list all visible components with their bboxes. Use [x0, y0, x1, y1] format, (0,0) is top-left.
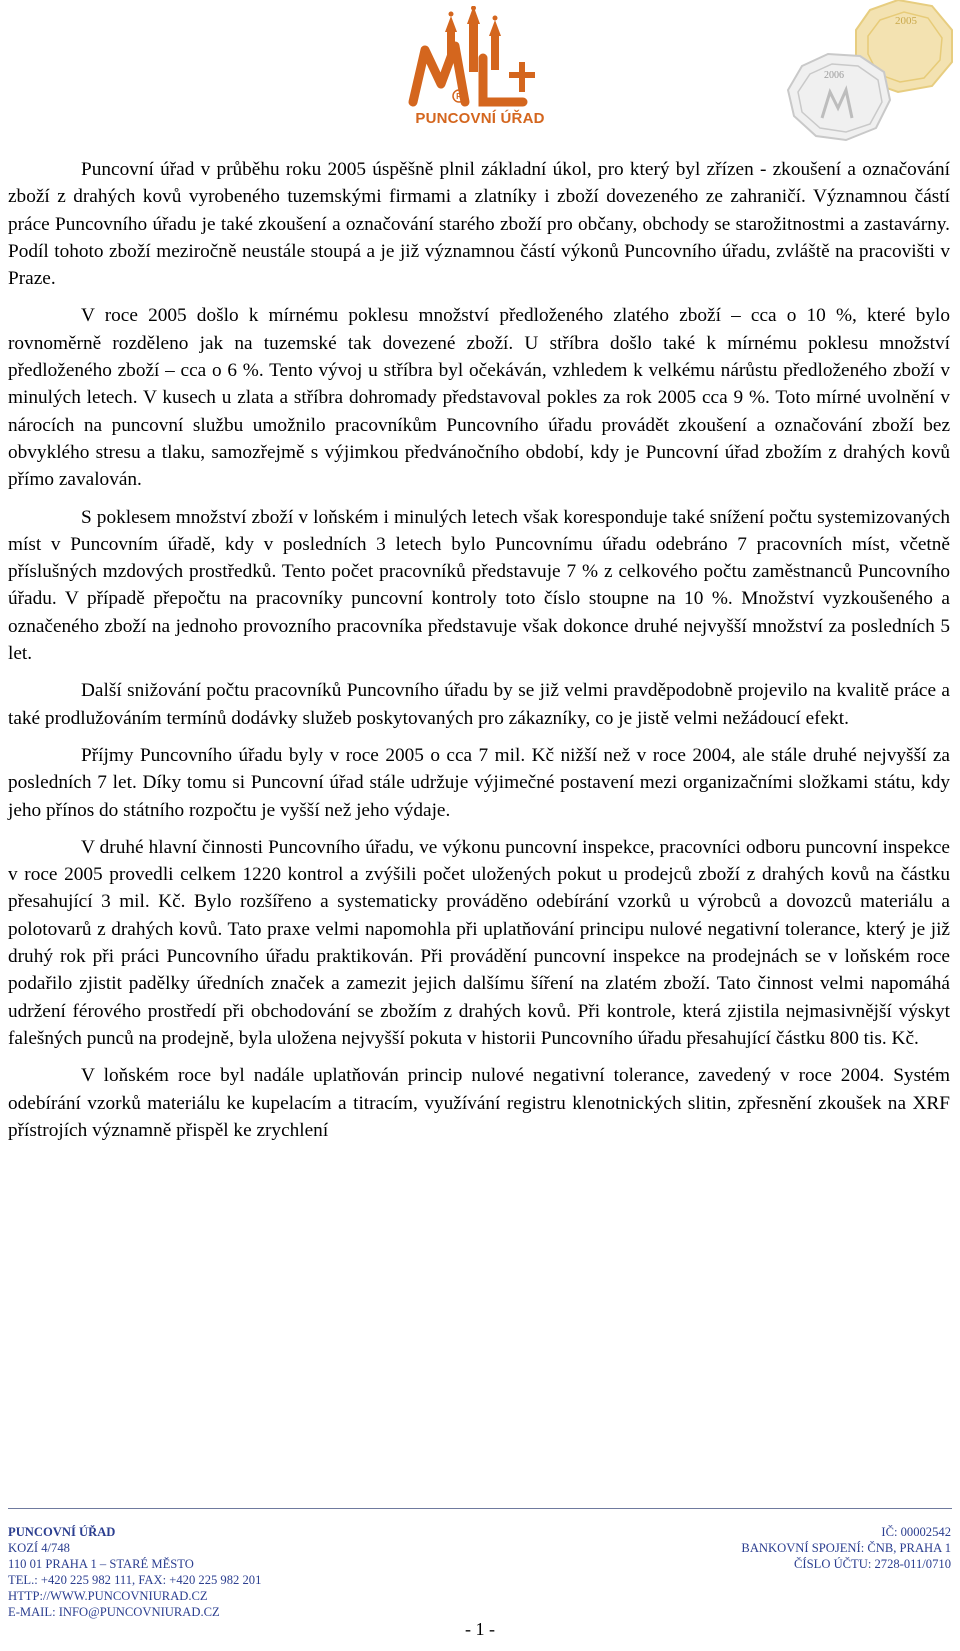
paragraph: S poklesem množství zboží v loňském i minulých letech však koresponduje také snížení počtu systemizovaných míst v Puncovním úřadě, kdy v posledních 3 letech bylo Puncovnímu úřadu odebráno 7 pracovních míst, včetně příslušných mzdových prostředků. Tento počet pracovníků představuje 7 % z celkového počtu zaměstnanců Puncovního úřadu. V případě přepočtu na pracovníky puncovní kontroly toto číslo stoupne na 10 %. Množství vyzkoušeného a označeného zboží na jednoho provozního pracovníka představuje však dokonce druhé nejvyšší množství za posledních 5 let.: [8, 506, 950, 665]
svg-text:R: R: [456, 92, 462, 101]
footer-bank: BANKOVNÍ SPOJENÍ: ČNB, PRAHA 1: [741, 1541, 951, 1555]
footer-street: KOZÍ 4/748: [8, 1541, 70, 1555]
puncovni-urad-logo: [395, 6, 565, 134]
footer-divider: [8, 1508, 952, 1509]
coin-small-year: 2006: [824, 70, 844, 81]
document-body: [8, 156, 950, 1154]
coin-large-year: 2005: [895, 15, 917, 27]
footer-org-name: PUNCOVNÍ ÚŘAD: [8, 1525, 116, 1539]
footer-ico: IČ: 00002542: [881, 1525, 951, 1539]
hallmark-coins-image: [782, 0, 960, 150]
paragraph: Puncovní úřad v průběhu roku 2005 úspěšně plnil základní úkol, pro který byl zřízen - zkoušení a označování zboží z drahých kovů vyrobeného tuzemskými firmami a zlatníky i zboží dovezeného ze zahraničí. Významnou částí práce Puncovního úřadu je také zkoušení a označování starého zboží pro občany, obchody se starožitnostmi a zastavárny. Podíl tohoto zboží meziročně neustále stoupá a je již významnou částí výkonů Puncovního úřadu, zvláště na pracovišti v Praze.: [8, 159, 950, 290]
footer-bank-info: [741, 1524, 951, 1572]
page-number: - 1 -: [465, 1619, 495, 1639]
footer-phone: TEL.: +420 225 982 111, FAX: +420 225 982 201: [8, 1573, 262, 1587]
paragraph: V loňském roce byl nadále uplatňován princip nulové negativní tolerance, zavedený v roce 2004. Systém odebírání vzorků materiálu ke kupelacím a titracím, využívání registru klenotnických slitin, zpřesnění zkoušek na XRF přístrojích významně přispěl ke zrychlení: [8, 1065, 950, 1141]
paragraph: V roce 2005 došlo k mírnému poklesu množství předloženého zlatého zboží – cca o 10 %, které bylo rovnoměrně rozděleno jak na tuzemské tak dovezené zboží. U stříbra došlo také k mírnému poklesu množství předloženého zboží – cca o 6 %. Tento vývoj u stříbra byl očekáván, vzhledem k velkému nárůstu předloženého zboží v minulých letech. V kusech u zlata a stříbra dohromady představoval pokles za rok 2005 cca 9 %. Toto mírné uvolnění v nárocích na puncovní službu umožnilo pracovníkům Puncovního úřadu provádět zkoušení a označování zboží bez obvyklého stresu a tlaku, samozřejmě s výjimkou předvánočního období, kdy je Puncovní úřad zbožím z drahých kovů přímo zavalován.: [8, 305, 950, 491]
footer-email-link[interactable]: E-MAIL: INFO@PUNCOVNIURAD.CZ: [8, 1605, 220, 1619]
paragraph: Další snižování počtu pracovníků Puncovního úřadu by se již velmi pravděpodobně projevilo na kvalitě práce a také prodlužováním termínů dodávky služeb poskytovaných pro zákazníky, co je jistě velmi nežádoucí efekt.: [8, 680, 950, 729]
footer-city: 110 01 PRAHA 1 – STARÉ MĚSTO: [8, 1557, 194, 1571]
paragraph: Příjmy Puncovního úřadu byly v roce 2005 o cca 7 mil. Kč nižší než v roce 2004, ale stále druhé nejvyšší za posledních 7 let. Díky tomu si Puncovní úřad stále udržuje výjimečné postavení mezi organizačními složkami státu, kdy jeho přínos do státního rozpočtu je vyšší než jeho výdaje.: [8, 744, 950, 821]
footer-website-link[interactable]: HTTP://WWW.PUNCOVNIURAD.CZ: [8, 1589, 208, 1603]
logo-emblem-icon: [395, 6, 565, 110]
footer-account: ČÍSLO ÚČTU: 2728-011/0710: [794, 1557, 951, 1571]
footer-address: [8, 1524, 261, 1620]
logo-caption: PUNCOVNÍ ÚŘAD: [415, 110, 545, 127]
paragraph: V druhé hlavní činnosti Puncovního úřadu, ve výkonu puncovní inspekce, pracovníci odboru puncovní inspekce v roce 2005 provedli celkem 1220 kontrol a zvýšili počet uložených pokut u prodejců zboží z drahých kovů na částku přesahující 3 mil. Kč. Bylo rozšířeno a systematicky prováděno odebírání vzorků u výrobců a dovozců materiálu a polotovarů z drahých kovů. Tato praxe velmi napomohla při uplatňování principu nulové negativní tolerance, který je již druhý rok při práci Puncovního úřadu praktikován. Při provádění puncovní inspekce na prodejnách se v loňském roce podařilo zjistit padělky úředních značek a zamezit jejich dalšímu šíření na zlatém zboží. Tato činnost velmi napomáhá udržení férového prostředí při obchodování se zbožím z drahých kovů. Při kontrole, která zjistila nejmasivnější výskyt falešných punců na prodejně, byla uložena nejvyšší pokuta v historii Puncovního úřadu přesahující částku 800 tis. Kč.: [8, 836, 950, 1049]
